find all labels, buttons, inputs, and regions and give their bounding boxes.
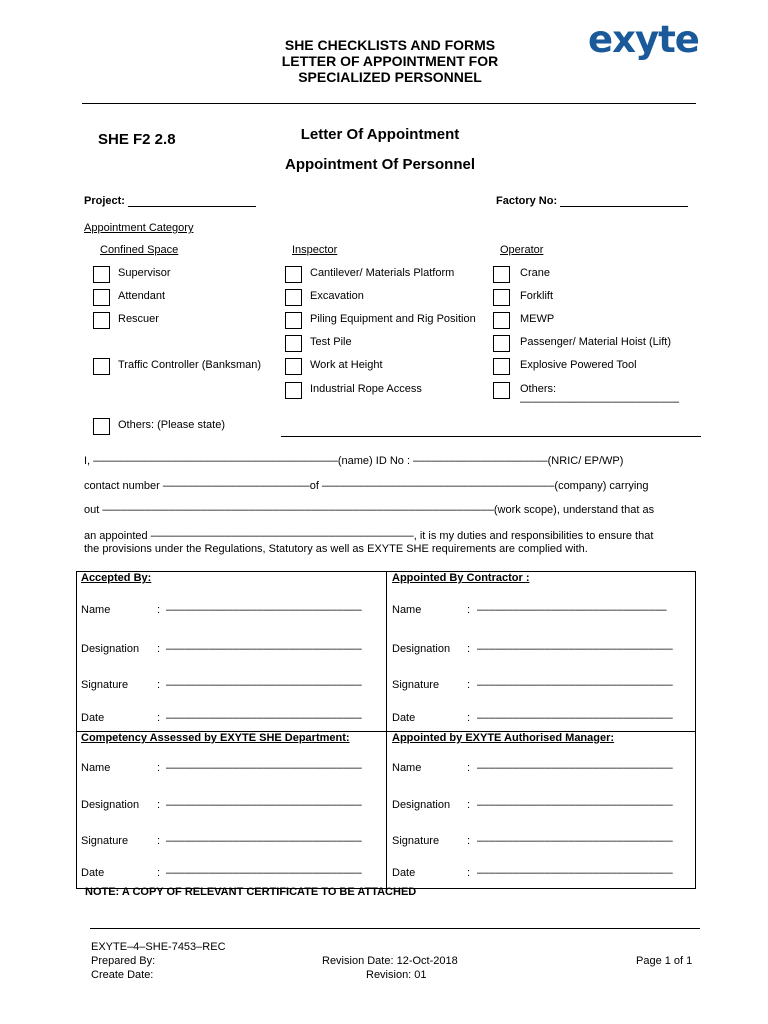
- page-subtitle: Appointment Of Personnel: [284, 156, 475, 173]
- accepted-signature-line[interactable]: ––––––––––––––––––––––––––––––––: [166, 679, 362, 691]
- checkbox-rope-access[interactable]: [285, 382, 302, 399]
- contractor-date-label: Date: [392, 712, 416, 724]
- checkbox-crane[interactable]: [493, 266, 510, 283]
- label-traffic-controller: Traffic Controller (Banksman): [118, 359, 262, 371]
- label-explosive-tool: Explosive Powered Tool: [520, 359, 637, 371]
- competency-date-line[interactable]: ––––––––––––––––––––––––––––––––: [166, 867, 362, 879]
- manager-heading: Appointed by EXYTE Authorised Manager:: [392, 732, 615, 744]
- contractor-date-line[interactable]: ––––––––––––––––––––––––––––––––: [477, 712, 673, 724]
- colon: :: [467, 679, 471, 691]
- competency-designation-line[interactable]: ––––––––––––––––––––––––––––––––: [166, 799, 362, 811]
- accepted-designation-label: Designation: [81, 643, 140, 655]
- checkbox-forklift[interactable]: [493, 289, 510, 306]
- colon: :: [157, 835, 161, 847]
- declaration-line-4: an appointed –––––––––––––––––––––––––––––––––––––––––––, it is my duties and responsibilities to ensure that: [84, 530, 654, 542]
- manager-date-line[interactable]: ––––––––––––––––––––––––––––––––: [477, 867, 673, 879]
- accepted-by-heading: Accepted By:: [81, 572, 152, 584]
- declaration-line-2: contact number ––––––––––––––––––––––––of ––––––––––––––––––––––––––––––––––––––(company) carrying: [84, 480, 649, 492]
- label-forklift: Forklift: [520, 290, 553, 302]
- footer-divider: [90, 928, 700, 929]
- project-label: Project:: [84, 195, 125, 207]
- checkbox-explosive-tool[interactable]: [493, 358, 510, 375]
- contractor-signature-line[interactable]: ––––––––––––––––––––––––––––––––: [477, 679, 673, 691]
- checkbox-supervisor[interactable]: [93, 266, 110, 283]
- label-others-state: Others: (Please state): [118, 419, 225, 431]
- label-supervisor: Supervisor: [118, 267, 171, 279]
- label-rope-access: Industrial Rope Access: [310, 383, 422, 395]
- header-line-3: SPECIALIZED PERSONNEL: [298, 69, 482, 85]
- colon: :: [467, 867, 471, 879]
- project-input-line[interactable]: [128, 195, 256, 207]
- header-divider: [82, 103, 696, 104]
- label-operator-others: Others:: [520, 383, 557, 395]
- checkbox-hoist[interactable]: [493, 335, 510, 352]
- label-rescuer: Rescuer: [118, 313, 159, 325]
- accepted-name-line[interactable]: ––––––––––––––––––––––––––––––––: [166, 604, 362, 616]
- manager-name-line[interactable]: ––––––––––––––––––––––––––––––––: [477, 762, 673, 774]
- label-excavation: Excavation: [310, 290, 364, 302]
- colon: :: [157, 679, 161, 691]
- category-heading: Appointment Category: [84, 222, 194, 234]
- exyte-logo: exyte: [588, 18, 699, 61]
- declaration-line-5: the provisions under the Regulations, Statutory as well as EXYTE SHE requirements are complied with.: [84, 543, 588, 555]
- colon: :: [467, 799, 471, 811]
- manager-designation-label: Designation: [392, 799, 451, 811]
- label-test-pile: Test Pile: [310, 336, 352, 348]
- contractor-designation-label: Designation: [392, 643, 451, 655]
- footer-revision-date: Revision Date: 12-Oct-2018: [322, 955, 458, 967]
- label-attendant: Attendant: [118, 290, 166, 302]
- header-line-2: LETTER OF APPOINTMENT FOR: [281, 53, 499, 69]
- colon: :: [157, 867, 161, 879]
- footer-page: Page 1 of 1: [636, 955, 693, 967]
- factory-label: Factory No:: [496, 195, 558, 207]
- competency-name-label: Name: [81, 762, 111, 774]
- checkbox-test-pile[interactable]: [285, 335, 302, 352]
- accepted-signature-label: Signature: [81, 679, 129, 691]
- label-mewp: MEWP: [520, 313, 555, 325]
- project-field[interactable]: [84, 195, 256, 207]
- contractor-name-label: Name: [392, 604, 422, 616]
- checkbox-cantilever[interactable]: [285, 266, 302, 283]
- checkbox-others-state[interactable]: [93, 418, 110, 435]
- competency-heading: Competency Assessed by EXYTE SHE Department:: [81, 732, 350, 744]
- operator-others-line[interactable]: ––––––––––––––––––––––––––: [520, 396, 680, 408]
- colon: :: [467, 835, 471, 847]
- operator-heading: Operator: [500, 244, 544, 256]
- inspector-heading: Inspector: [292, 244, 338, 256]
- accepted-name-label: Name: [81, 604, 111, 616]
- accepted-date-label: Date: [81, 712, 105, 724]
- competency-signature-line[interactable]: ––––––––––––––––––––––––––––––––: [166, 835, 362, 847]
- footer-doc-no: EXYTE–4–SHE-7453–REC: [91, 941, 226, 953]
- form-id: SHE F2 2.8: [98, 131, 176, 148]
- colon: :: [467, 712, 471, 724]
- manager-designation-line[interactable]: ––––––––––––––––––––––––––––––––: [477, 799, 673, 811]
- contractor-heading: Appointed By Contractor :: [392, 572, 530, 584]
- footer-create-date: Create Date:: [91, 969, 154, 981]
- page-title: Letter Of Appointment: [300, 126, 460, 143]
- declaration-line-1: I, ––––––––––––––––––––––––––––––––––––––––(name) ID No : ––––––––––––––––––––––(NRIC/ EP/WP): [84, 455, 624, 467]
- label-cantilever: Cantilever/ Materials Platform: [310, 267, 455, 279]
- checkbox-rescuer[interactable]: [93, 312, 110, 329]
- footer-revision: Revision: 01: [366, 969, 427, 981]
- colon: :: [467, 643, 471, 655]
- confined-heading: Confined Space: [100, 244, 179, 256]
- competency-date-label: Date: [81, 867, 105, 879]
- factory-field[interactable]: [496, 195, 688, 207]
- label-hoist: Passenger/ Material Hoist (Lift): [520, 336, 671, 348]
- colon: :: [467, 604, 471, 616]
- contractor-signature-label: Signature: [392, 679, 440, 691]
- declaration-line-3: out ––––––––––––––––––––––––––––––––––––––––––––––––––––––––––––––––(work scope), understand that as: [84, 504, 655, 516]
- manager-name-label: Name: [392, 762, 422, 774]
- contractor-designation-line[interactable]: ––––––––––––––––––––––––––––––––: [477, 643, 673, 655]
- factory-input-line[interactable]: [560, 195, 688, 207]
- colon: :: [157, 799, 161, 811]
- colon: :: [157, 712, 161, 724]
- signature-table-divider-v: [386, 571, 387, 889]
- checkbox-excavation[interactable]: [285, 289, 302, 306]
- manager-date-label: Date: [392, 867, 416, 879]
- checkbox-work-at-height[interactable]: [285, 358, 302, 375]
- checkbox-attendant[interactable]: [93, 289, 110, 306]
- checkbox-piling[interactable]: [285, 312, 302, 329]
- accepted-date-line[interactable]: ––––––––––––––––––––––––––––––––: [166, 712, 362, 724]
- competency-signature-label: Signature: [81, 835, 129, 847]
- label-piling: Piling Equipment and Rig Position: [310, 313, 476, 325]
- others-state-line[interactable]: [281, 436, 701, 437]
- header-line-1: SHE CHECKLISTS AND FORMS: [284, 37, 496, 53]
- colon: :: [467, 762, 471, 774]
- footer-prepared-by: Prepared By:: [91, 955, 156, 967]
- manager-signature-label: Signature: [392, 835, 440, 847]
- manager-signature-line[interactable]: ––––––––––––––––––––––––––––––––: [477, 835, 673, 847]
- checkbox-mewp[interactable]: [493, 312, 510, 329]
- label-work-at-height: Work at Height: [310, 359, 383, 371]
- competency-designation-label: Designation: [81, 799, 140, 811]
- checkbox-operator-others[interactable]: [493, 382, 510, 399]
- certificate-note: NOTE: A COPY OF RELEVANT CERTIFICATE TO BE ATTACHED: [85, 886, 417, 898]
- competency-name-line[interactable]: ––––––––––––––––––––––––––––––––: [166, 762, 362, 774]
- contractor-name-line[interactable]: –––––––––––––––––––––––––––––––: [477, 604, 667, 616]
- colon: :: [157, 604, 161, 616]
- colon: :: [157, 643, 161, 655]
- colon: :: [157, 762, 161, 774]
- checkbox-traffic-controller[interactable]: [93, 358, 110, 375]
- label-crane: Crane: [520, 267, 550, 279]
- accepted-designation-line[interactable]: ––––––––––––––––––––––––––––––––: [166, 643, 362, 655]
